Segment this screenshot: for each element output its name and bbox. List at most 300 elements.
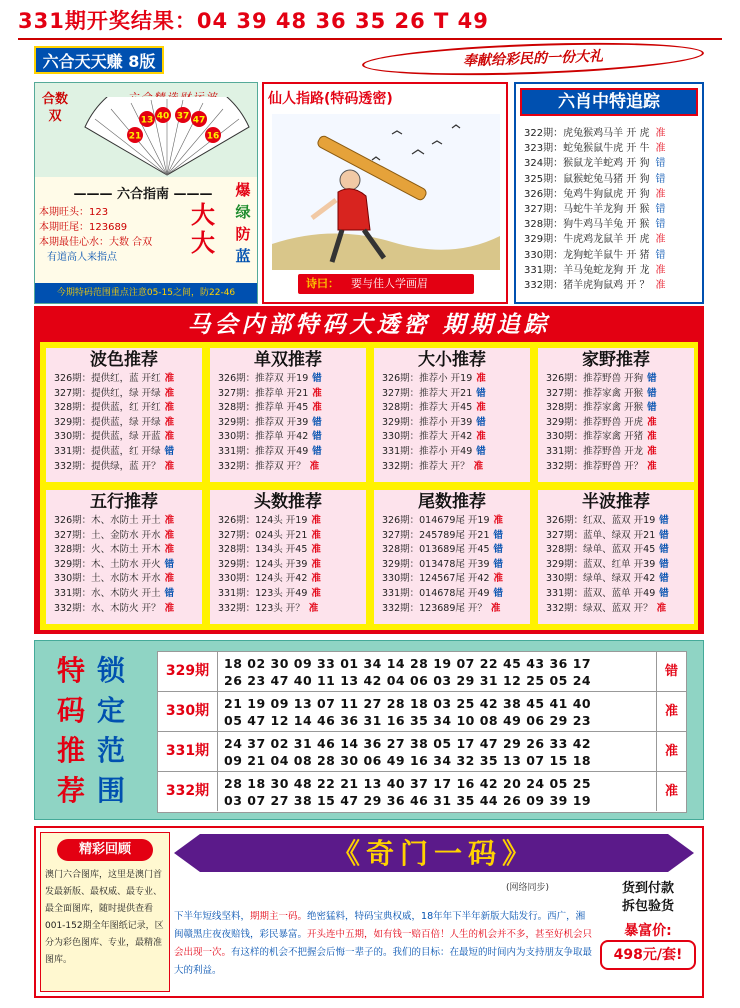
fan-ball-number: 40 [156, 111, 170, 122]
recommend-row-text: 329期：推荐双 开39 [218, 416, 309, 428]
recommend-row-text: 331期：提供蓝，红 开绿 [54, 445, 161, 457]
recommend-row [538, 529, 694, 544]
zodiac-actual: 猴 [639, 203, 650, 215]
recommend-row [46, 543, 202, 558]
recommend-row [374, 558, 530, 573]
recommend-row-result: 准 [164, 402, 175, 414]
recommend-row [374, 401, 530, 416]
zodiac-actual: ？ [639, 279, 650, 291]
recommend-row [210, 558, 366, 573]
recommend-row-result: 准 [309, 460, 320, 472]
zodiac-actual: 猪 [639, 249, 650, 261]
recommend-row-result: 准 [311, 544, 321, 556]
recommend-row-result: 错 [476, 387, 486, 399]
recommend-row-result: 准 [311, 558, 321, 570]
recommend-row-text: 329期：124头 开39 [218, 558, 308, 570]
zodiac-actual: 猴 [639, 219, 650, 231]
zodiac-period: 322期： [524, 128, 564, 139]
lock-row [158, 652, 686, 692]
recommend-card-title: 半波推荐 [582, 492, 650, 512]
recommend-row-result: 错 [493, 587, 504, 599]
lock-result: 错 [656, 652, 686, 691]
recommend-row-text: 330期：124头 开42 [218, 573, 308, 585]
recommend-row-text: 330期：绿单、绿双 开42 [546, 573, 656, 585]
insider-title: 马会内部特码大透密 期期追踪 [187, 311, 551, 338]
zodiac-result: 错 [655, 173, 666, 185]
recommend-row [46, 572, 202, 587]
recommend-row [538, 401, 694, 416]
recommend-row [374, 430, 530, 445]
recommend-row-result: 错 [476, 445, 486, 457]
recommend-row-text: 331期：推荐小 开49 [382, 445, 473, 457]
recommend-row [538, 430, 694, 445]
zodiac-result: 准 [655, 128, 666, 139]
recommend-row-result: 错 [476, 416, 486, 428]
zodiac-period: 325期： [524, 173, 564, 185]
recommend-row-result: 准 [493, 515, 504, 526]
recommend-card [210, 348, 366, 482]
range-note: 今期特码范围重点注意05-15之间，防22-46 [35, 283, 257, 303]
recommend-row-text: 328期：013689尾 开45 [382, 544, 490, 556]
lock-range-section [34, 640, 704, 820]
recommend-row-text: 330期：124567尾 开42 [382, 573, 490, 585]
best-pick-line: 本期最佳心水：大数 合双 [39, 237, 153, 248]
recommend-card [374, 490, 530, 624]
recommend-row-result: 错 [312, 416, 322, 428]
zodiac-row [524, 217, 702, 232]
lock-numbers-line: 18 02 30 09 33 01 34 14 28 19 07 22 45 43 36 17 [224, 656, 592, 671]
lock-right-char: 范 [97, 734, 126, 767]
guide-side-chars [231, 179, 255, 291]
lock-numbers [224, 735, 644, 769]
recommend-row-text: 329期：蓝双、红单 开39 [546, 558, 656, 570]
fan-box [35, 83, 257, 177]
recommend-row-text: 329期：推荐野兽 开虎 [546, 416, 644, 428]
zodiac-actual: 牛 [639, 143, 650, 155]
recommend-grid [40, 342, 698, 630]
lock-row [158, 732, 686, 772]
recommend-row-text: 331期：推荐双 开49 [218, 445, 309, 457]
recommend-row [210, 514, 366, 529]
recommend-row-result: 错 [659, 544, 669, 556]
zodiac-open: 开 [623, 264, 640, 276]
zodiac-result: 错 [655, 219, 666, 231]
lock-numbers-line: 21 19 09 13 07 11 27 28 18 03 25 42 38 45 41 40 [224, 696, 592, 711]
recommend-row-result: 准 [164, 373, 175, 384]
zodiac-row [524, 248, 702, 263]
recommend-row-result: 错 [659, 587, 669, 599]
poem-bar: 诗曰： 要与佳人学画眉 [298, 274, 474, 294]
recommend-row-result: 准 [493, 573, 504, 585]
zodiac-open: 开 [623, 188, 640, 200]
recommend-row-text: 329期：木、土防水 开火 [54, 558, 161, 570]
zodiac-row [524, 232, 702, 247]
recommend-row-result: 错 [312, 373, 322, 384]
zodiac-actual: 龙 [639, 264, 650, 276]
lock-left-chars [57, 651, 97, 811]
zodiac-row [524, 202, 702, 217]
zodiac-picks: 兔鸡牛狗鼠虎 [563, 188, 624, 200]
recommend-row-text: 326期：木、水防土 开土 [54, 515, 161, 526]
recommend-row [210, 372, 366, 387]
recommend-row [46, 401, 202, 416]
hot-head-line: 本期旺头：123 [39, 207, 109, 218]
recommend-card [538, 348, 694, 482]
recommend-row-result: 准 [490, 602, 501, 614]
recommend-row-text: 330期：土、水防木 开水 [54, 573, 161, 585]
insider-section [34, 306, 704, 634]
recommend-row-text: 328期：绿单、蓝双 开45 [546, 544, 656, 556]
recommend-row-result: 准 [164, 544, 175, 556]
recommend-row-result: 准 [647, 445, 657, 457]
recommend-row-text: 331期：蓝双、蓝单 开49 [546, 587, 656, 599]
lock-period: 330期 [158, 692, 218, 731]
recommend-row-text: 331期：123头 开49 [218, 587, 308, 599]
zodiac-actual: 狗 [639, 188, 650, 200]
recommend-row-text: 330期：推荐家禽 开猪 [546, 431, 644, 443]
fan-side-label: 合数双 [41, 92, 68, 124]
recommend-row [374, 514, 530, 529]
recommend-row [538, 572, 694, 587]
zodiac-picks: 猪羊虎狗鼠鸡 [563, 279, 624, 291]
zodiac-picks: 羊马兔蛇龙狗 [563, 264, 624, 276]
recommend-row-result: 准 [164, 515, 175, 526]
recommend-row-text: 332期：推荐大 开？ [382, 460, 470, 472]
recommend-row-result: 错 [164, 558, 175, 570]
sync-note: (网络同步) [506, 883, 550, 893]
lock-left-char: 推 [57, 734, 86, 767]
recommend-row [210, 401, 366, 416]
recommend-row-text: 331期：推荐野兽 开龙 [546, 445, 644, 457]
recommend-row-text: 330期：推荐单 开42 [218, 431, 309, 443]
recommend-row-text: 332期：水、木防火 开？ [54, 602, 161, 614]
rich-price-label: 暴富价: [624, 923, 672, 939]
recommend-row-result: 准 [311, 515, 321, 526]
recommend-row-text: 328期：推荐大 开45 [382, 402, 473, 414]
recommend-row [538, 514, 694, 529]
zodiac-open: 开 [623, 158, 640, 170]
recommend-row-result: 错 [647, 387, 657, 399]
recommend-row-text: 331期：014678尾 开49 [382, 587, 490, 599]
recommend-row-result: 准 [311, 529, 321, 541]
guide-side-char: 爆 [235, 181, 251, 199]
zodiac-open: 开 [623, 173, 640, 185]
recommend-card-title: 头数推荐 [254, 492, 322, 512]
recommend-row-result: 错 [493, 529, 504, 541]
draw-result-title: 331期开奖结果：04 39 48 36 35 26 T 49 [18, 9, 489, 33]
edition-tag: 六合天天赚 8版 [34, 46, 164, 74]
recommend-card [538, 490, 694, 624]
zodiac-result: 错 [655, 203, 666, 215]
recommend-row-result: 准 [647, 460, 657, 472]
recommend-row-result: 准 [311, 587, 321, 599]
recommend-row-text: 328期：134头 开45 [218, 544, 308, 556]
recommend-row [374, 602, 530, 617]
recommend-row [210, 572, 366, 587]
recommend-row-result: 错 [493, 544, 504, 556]
recommend-row-text: 326期：124头 开19 [218, 515, 308, 526]
lock-right-char: 锁 [97, 654, 126, 687]
lock-period: 329期 [158, 652, 218, 691]
guide-side-char: 蓝 [235, 247, 251, 265]
zodiac-actual: 狗 [639, 173, 650, 185]
promo-lines: 货到付款 拆包验货 [621, 881, 674, 914]
recommend-row [46, 372, 202, 387]
zodiac-result: 准 [655, 279, 666, 291]
recommend-row [46, 416, 202, 431]
recommend-row-text: 327期：推荐家禽 开猴 [546, 387, 644, 399]
recommend-row-text: 326期：014679尾 开19 [382, 515, 490, 526]
guide-side-char: 绿 [235, 203, 251, 221]
recommend-row-text: 329期：013478尾 开39 [382, 558, 490, 570]
fan-ball-number: 16 [206, 131, 220, 142]
recommend-row-text: 332期：推荐野兽 开？ [546, 460, 644, 472]
lock-right-chars [97, 651, 137, 811]
recommend-row-text: 332期：123头 开？ [218, 602, 305, 614]
recommend-row [374, 572, 530, 587]
recommend-row-result: 准 [656, 602, 667, 614]
recommend-row-text: 327期：024头 开21 [218, 529, 308, 541]
guide-title: ——— 六合指南 ——— [73, 187, 213, 202]
recommend-row [46, 445, 202, 460]
lock-left-char: 荐 [57, 774, 86, 807]
lock-numbers-line: 28 18 30 48 22 21 13 40 37 17 16 42 20 24 05 25 [224, 776, 592, 791]
recommend-row-result: 错 [647, 402, 657, 414]
recommend-row [538, 460, 694, 475]
zodiac-picks: 龙狗蛇羊鼠牛 [563, 249, 624, 261]
zodiac-period: 330期： [524, 249, 564, 261]
recommend-row [210, 587, 366, 602]
zodiac-period: 332期： [524, 279, 564, 291]
recommend-row [538, 372, 694, 387]
recommend-row-text: 328期：火、木防土 开木 [54, 544, 161, 556]
recommend-row-result: 准 [647, 431, 657, 443]
zodiac-period: 324期： [524, 158, 564, 170]
recommend-row-text: 332期：绿双、蓝双 开？ [546, 602, 653, 614]
recommend-row-result: 准 [476, 431, 486, 443]
recommend-row [374, 445, 530, 460]
recommend-row-result: 准 [473, 460, 484, 472]
lock-period: 331期 [158, 732, 218, 771]
zodiac-picks: 马蛇牛羊龙狗 [563, 203, 624, 215]
zodiac-open: 开 [623, 279, 640, 291]
zodiac-result: 错 [655, 249, 666, 261]
zodiac-row [524, 187, 702, 202]
zodiac-row [524, 263, 702, 278]
lock-row [158, 692, 686, 732]
review-title: 精彩回顾 [57, 839, 153, 861]
recommend-row [538, 416, 694, 431]
zodiac-picks: 蛇兔猴鼠牛虎 [563, 143, 624, 155]
zodiac-actual: 虎 [639, 128, 650, 139]
recommend-row-text: 327期：推荐大 开21 [382, 387, 473, 399]
recommend-row [538, 558, 694, 573]
master-tip-line: 有道高人来指点 [47, 252, 117, 263]
recommend-row-result: 准 [164, 573, 175, 585]
lock-result: 准 [656, 732, 686, 771]
recommend-row [46, 387, 202, 402]
zodiac-result: 准 [655, 234, 666, 246]
recommend-row-result: 准 [476, 402, 486, 414]
six-zodiac-panel [514, 82, 704, 304]
zodiac-result: 准 [655, 143, 666, 155]
recommend-row [46, 460, 202, 475]
recommend-row-text: 326期：推荐双 开19 [218, 373, 309, 384]
zodiac-row [524, 172, 702, 187]
fan-illustration [81, 97, 253, 177]
recommend-card-title: 单双推荐 [254, 350, 322, 370]
recommend-row-result: 错 [493, 558, 504, 570]
recommend-row-text: 330期：推荐大 开42 [382, 431, 473, 443]
recommend-row-text: 331期：水、木防火 开土 [54, 587, 161, 599]
zodiac-row [524, 141, 702, 156]
recommend-row-text: 326期：推荐野兽 开狗 [546, 373, 644, 384]
zodiac-result: 准 [655, 188, 666, 200]
recommend-row-result: 准 [311, 573, 321, 585]
lock-numbers-line: 03 07 27 38 15 47 29 36 46 31 35 44 26 09 39 19 [224, 793, 592, 808]
recommend-card-title: 大小推荐 [418, 350, 486, 370]
recommend-row-result: 准 [164, 602, 175, 614]
recommend-row-result: 错 [659, 573, 669, 585]
recommend-card [46, 490, 202, 624]
guide-lines [39, 205, 189, 265]
recommend-row-result: 错 [312, 445, 322, 457]
recommend-row-result: 准 [164, 529, 175, 541]
lock-right-char: 定 [97, 694, 126, 727]
recommend-row-result: 错 [164, 445, 175, 457]
zodiac-row [524, 126, 702, 141]
recommend-row [46, 587, 202, 602]
zodiac-period: 328期： [524, 219, 564, 231]
recommend-row [210, 543, 366, 558]
promo-box [596, 880, 700, 992]
recommend-row [46, 558, 202, 573]
zodiac-picks: 鼠猴蛇兔马猪 [563, 173, 624, 185]
recommend-row-result: 准 [164, 416, 175, 428]
fairy-hint-panel [262, 82, 508, 304]
lock-numbers-line: 26 23 47 40 11 13 42 04 06 03 29 31 12 25 05 24 [224, 673, 592, 688]
recommend-row [538, 387, 694, 402]
lock-right-char: 围 [97, 774, 126, 807]
recommend-row [210, 416, 366, 431]
fan-ball-number: 13 [140, 115, 154, 126]
lock-numbers [224, 655, 644, 689]
guide-panel [34, 82, 258, 304]
qimen-banner-text: 《奇门一码》 [331, 837, 537, 870]
zodiac-picks: 虎兔猴鸡马羊 [563, 128, 624, 139]
lock-numbers-line: 05 47 12 14 46 36 31 16 35 34 10 08 49 06 29 23 [224, 713, 592, 728]
recommend-row-text: 329期：推荐小 开39 [382, 416, 473, 428]
zodiac-open: 开 [623, 203, 640, 215]
lock-result: 准 [656, 692, 686, 731]
fairy-hint-title: 仙人指路(特码透密) [268, 91, 393, 107]
zodiac-period: 323期： [524, 143, 564, 155]
zodiac-result: 错 [655, 158, 666, 170]
lock-numbers-line: 09 21 04 08 28 30 06 49 16 34 32 35 13 07 15 18 [224, 753, 592, 768]
lock-result: 准 [656, 772, 686, 811]
header-divider [18, 38, 722, 40]
recommend-row-result: 准 [308, 602, 319, 614]
recommend-row [374, 460, 530, 475]
recommend-row [374, 416, 530, 431]
recommend-row [46, 529, 202, 544]
recommend-row-result: 错 [659, 529, 669, 541]
recommend-row-text: 327期：245789尾 开21 [382, 529, 490, 541]
recommend-row-text: 332期：123689尾 开？ [382, 602, 487, 614]
recommend-row-result: 准 [312, 402, 322, 414]
recommend-row [374, 543, 530, 558]
recommend-card-title: 波色推荐 [90, 350, 158, 370]
traveler-illustration [272, 114, 500, 270]
zodiac-open: 开 [623, 219, 640, 231]
zodiac-picks: 牛虎鸡龙鼠羊 [563, 234, 624, 246]
qimen-banner [174, 834, 694, 872]
recommend-card [46, 348, 202, 482]
recommend-row-result: 错 [164, 587, 175, 599]
recommend-row-result: 准 [164, 460, 175, 472]
recommend-row-text: 328期：推荐家禽 开猴 [546, 402, 644, 414]
zodiac-period: 327期： [524, 203, 564, 215]
zodiac-period: 329期： [524, 234, 564, 246]
lock-row [158, 772, 686, 812]
recommend-card-title: 家野推荐 [582, 350, 650, 370]
zodiac-actual: 狗 [639, 158, 650, 170]
bottom-ad [34, 826, 704, 998]
recommend-row-result: 错 [659, 558, 669, 570]
fan-ball-number: 21 [128, 131, 142, 142]
zodiac-row [524, 278, 702, 293]
recommend-row [538, 602, 694, 617]
review-box [40, 832, 170, 992]
price-badge: 498元/套! [600, 940, 696, 970]
zodiac-picks: 猴鼠龙羊蛇鸡 [563, 158, 624, 170]
recommend-row [210, 602, 366, 617]
zodiac-open: 开 [623, 128, 640, 139]
recommend-row-text: 327期：推荐单 开21 [218, 387, 309, 399]
recommend-row-text: 327期：蓝单、绿双 开21 [546, 529, 656, 541]
recommend-row-result: 错 [647, 373, 657, 384]
guide-big-chars: 大大 [191, 201, 215, 257]
recommend-row [374, 587, 530, 602]
recommend-row-result: 准 [164, 431, 175, 443]
lock-left-char: 码 [57, 694, 86, 727]
zodiac-row [524, 156, 702, 171]
recommend-row-text: 332期：提供绿，蓝 开？ [54, 460, 161, 472]
lock-period: 332期 [158, 772, 218, 811]
recommend-row-text: 327期：土、金防水 开水 [54, 529, 161, 541]
recommend-row-text: 326期：提供红，蓝 开红 [54, 373, 161, 384]
recommend-card-title: 尾数推荐 [418, 492, 486, 512]
recommend-row-text: 332期：推荐双 开？ [218, 460, 306, 472]
ad-text: 下半年短线坚料，期期主一码。绝密猛料，特码宝典权威，18年年下半年新版大陆发行。西广，湘闽赣黑庄夜夜赔钱，彩民暴富。开头连中五期，如有钱一赔百倍！人生的机会并不多，甚至好机会只会出现一次。有这样的机会不把握会后悔一辈子的。我们的目标：在最短的时间内为支持朋友争取最大的利益。 [174, 911, 593, 976]
zodiac-picks: 狗牛鸡马羊兔 [563, 219, 624, 231]
recommend-row-result: 准 [312, 387, 322, 399]
review-text: 澳门六合图库，这里是澳门首发最新版、最权威、最专业、最全面图库，随时提供查看001-152期全年图纸记录，区分为彩色图库、专业，最精准图库。 [45, 870, 164, 965]
zodiac-open: 开 [623, 249, 640, 261]
hot-tail-line: 本期旺尾：123689 [39, 222, 128, 233]
recommend-row [210, 430, 366, 445]
recommend-row [374, 387, 530, 402]
recommend-row-result: 错 [312, 431, 322, 443]
recommend-row-result: 错 [659, 515, 669, 526]
lock-numbers [224, 775, 644, 809]
zodiac-period: 326期： [524, 188, 564, 200]
zodiac-open: 开 [623, 143, 640, 155]
recommend-row-text: 328期：提供蓝，红 开红 [54, 402, 161, 414]
zodiac-actual: 虎 [639, 234, 650, 246]
recommend-row-result: 准 [647, 416, 657, 428]
recommend-card [374, 348, 530, 482]
